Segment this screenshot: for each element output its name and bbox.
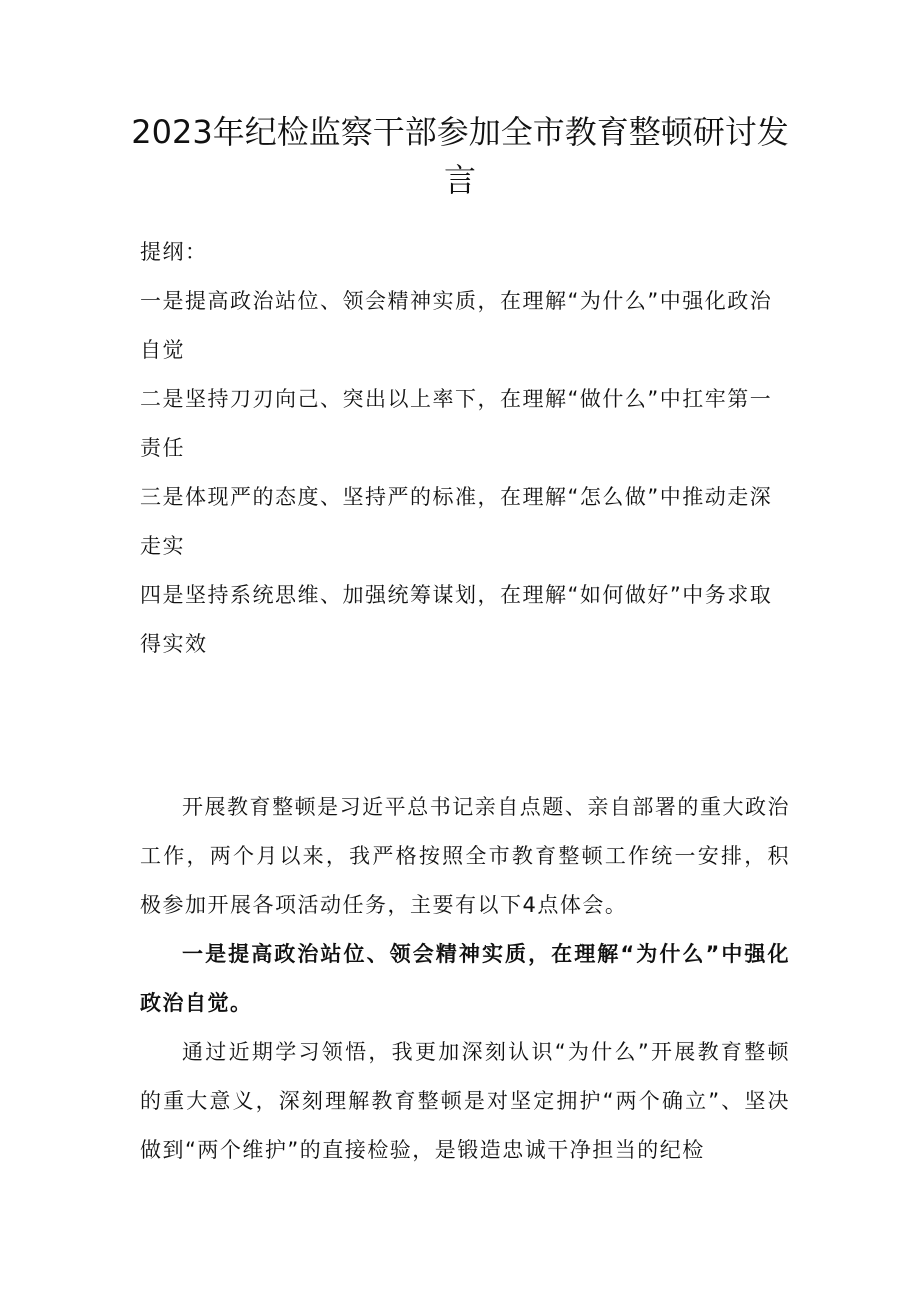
outline-section (140, 228, 790, 669)
outline-item-1: 一是提高政治站位、领会精神实质，在理解“为什么”中强化政治自觉 (140, 289, 773, 362)
section-heading-1: 一是提高政治站位、领会精神实质，在理解“为什么”中强化政治自觉。 (140, 942, 790, 1015)
outline-item-2: 二是坚持刀刃向己、突出以上率下，在理解“做什么”中扛牢第一责任 (140, 387, 773, 460)
outline-item-3: 三是体现严的态度、坚持严的标准，在理解“怎么做”中推动走深走实 (140, 485, 773, 558)
outline-item-4: 四是坚持系统思维、加强统筹谋划，在理解“如何做好”中务求取得实效 (140, 583, 773, 656)
document-title: 2023年纪检监察干部参加全市教育整顿研讨发言 (131, 113, 789, 199)
body-paragraph: 通过近期学习领悟，我更加深刻认识“为什么”开展教育整顿的重大意义，深刻理解教育整顿是对坚定拥护“两个确立”、坚决做到“两个维护”的直接检验，是锻造忠诚干净担当的纪检 (140, 1040, 790, 1162)
body-section (140, 783, 790, 1175)
intro-paragraph: 开展教育整顿是习近平总书记亲自点题、亲自部署的重大政治工作，两个月以来，我严格按照全市教育整顿工作统一安排，积极参加开展各项活动任务，主要有以下4点体会。 (140, 795, 790, 917)
outline-heading: 提纲： (140, 240, 208, 264)
